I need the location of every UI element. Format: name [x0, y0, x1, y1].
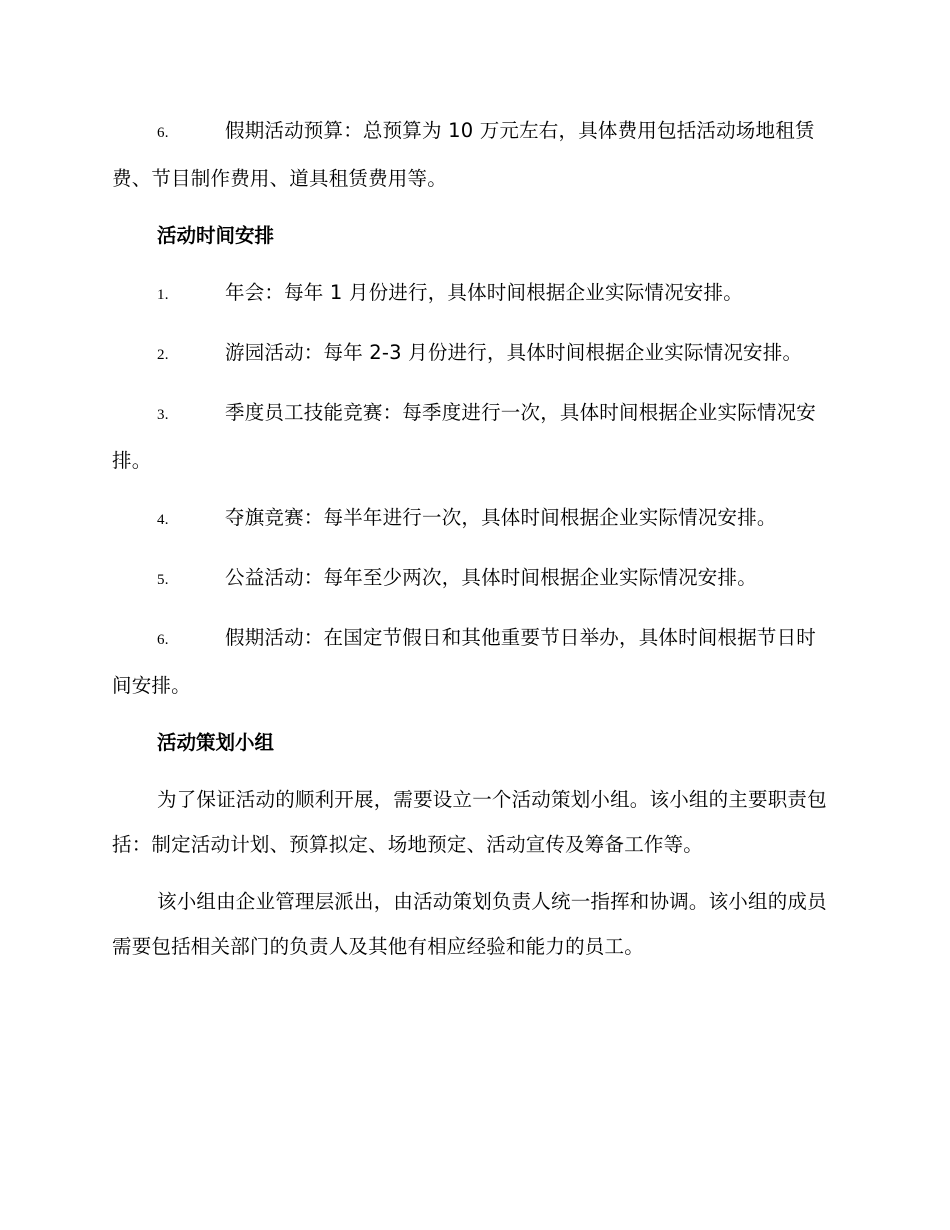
list-number: 6.: [157, 632, 169, 648]
list-text: 公益活动：每年至少两次，具体时间根据企业实际情况安排。: [225, 566, 757, 589]
list-number: 4.: [157, 512, 169, 528]
schedule-item-2: [112, 330, 832, 378]
list-text: 年会：每年 1 月份进行，具体时间根据企业实际情况安排。: [225, 281, 743, 304]
list-number: 5.: [157, 572, 169, 588]
schedule-item-1: [112, 270, 832, 318]
budget-list-item: [112, 108, 832, 201]
schedule-item-3: [112, 390, 832, 483]
list-text: 游园活动：每年 2-3 月份进行，具体时间根据企业实际情况安排。: [225, 341, 803, 364]
schedule-item-5: [112, 555, 832, 603]
list-number: 3.: [157, 407, 169, 423]
team-paragraph-2: 该小组由企业管理层派出，由活动策划负责人统一指挥和协调。该小组的成员需要包括相关部门的负责人及其他有相应经验和能力的员工。: [112, 890, 827, 958]
list-number: 6.: [157, 125, 169, 141]
document-content: [112, 108, 832, 981]
schedule-heading: 活动时间安排: [157, 224, 275, 247]
team-heading: 活动策划小组: [157, 731, 275, 754]
team-paragraph-1: 为了保证活动的顺利开展，需要设立一个活动策划小组。该小组的主要职责包括：制定活动计划、预算拟定、场地预定、活动宣传及筹备工作等。: [112, 788, 827, 856]
list-text: 夺旗竞赛：每半年进行一次，具体时间根据企业实际情况安排。: [225, 506, 777, 529]
list-text: 季度员工技能竞赛：每季度进行一次，具体时间根据企业实际情况安排。: [112, 401, 817, 472]
list-text: 假期活动：在国定节假日和其他重要节日举办，具体时间根据节日时间安排。: [112, 626, 817, 697]
schedule-item-4: [112, 495, 832, 543]
list-number: 2.: [157, 347, 169, 363]
schedule-item-6: [112, 615, 832, 708]
list-text: 假期活动预算：总预算为 10 万元左右，具体费用包括活动场地租赁费、节目制作费用、道具租赁费用等。: [112, 119, 815, 190]
list-number: 1.: [157, 287, 169, 303]
